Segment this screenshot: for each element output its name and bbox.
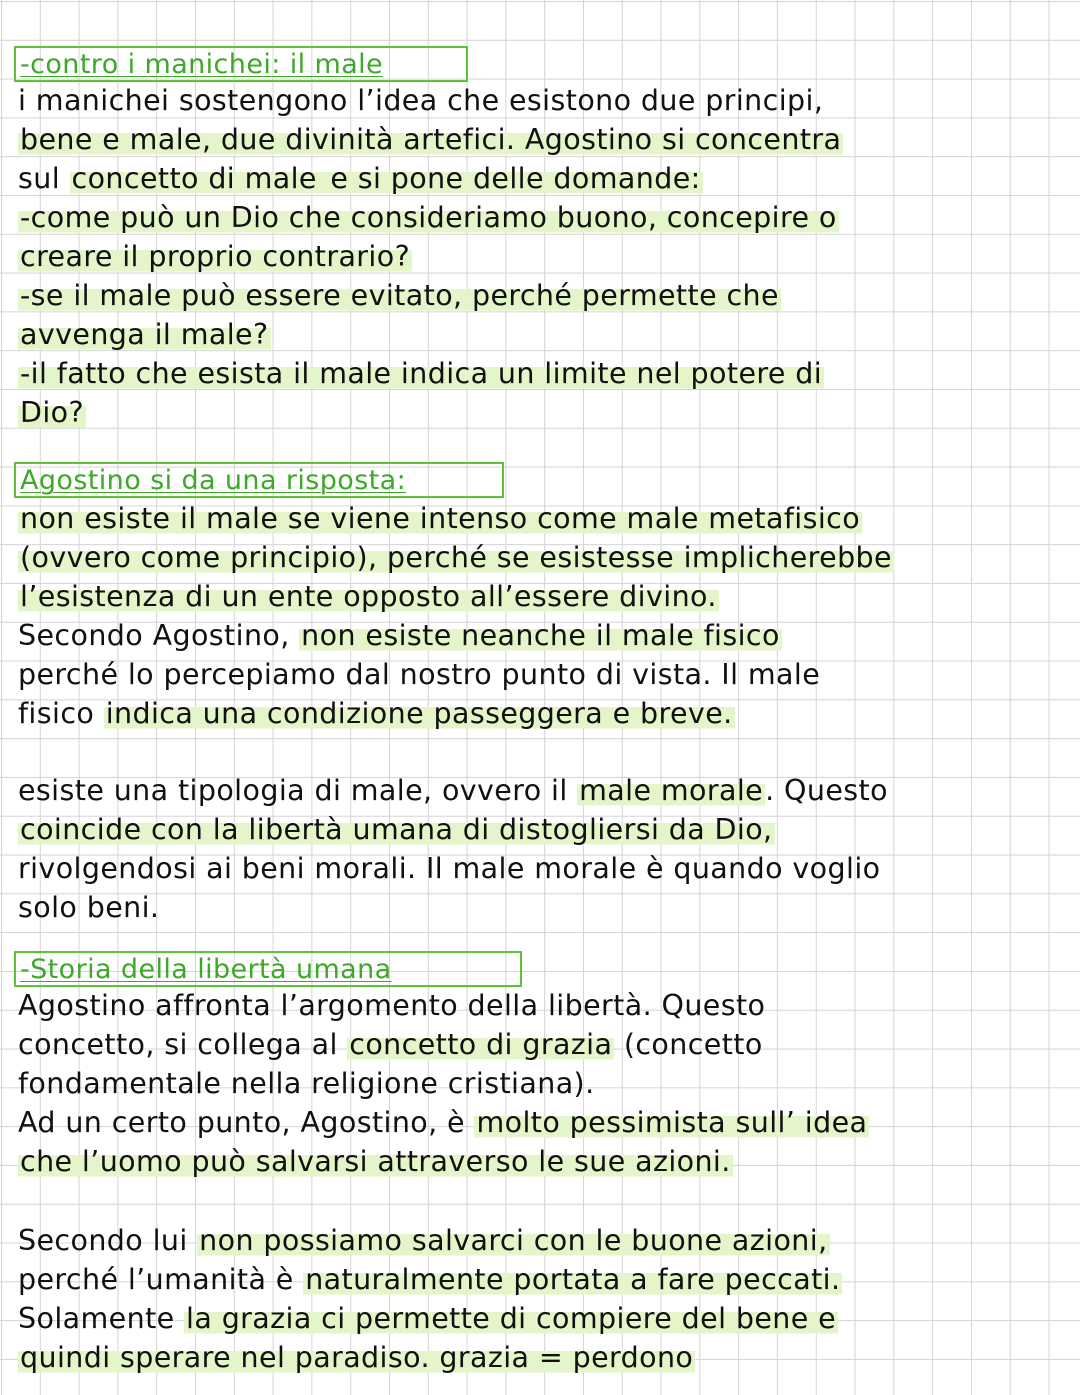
text-line: non esiste il male se viene intenso come male metafisico: [20, 502, 861, 535]
text-line: Agostino affronta l’argomento della libertà. Questo: [18, 989, 766, 1022]
text-line: coincide con la libertà umana di distogliersi da Dio,: [20, 813, 773, 846]
text-line: creare il proprio contrario?: [20, 240, 411, 273]
paragraph-male-morale: [18, 771, 1068, 927]
heading-agostino-risposta: Agostino si da una risposta:: [14, 462, 504, 498]
text-line: esiste una tipologia di male, ovvero il male morale. Questo: [18, 774, 888, 807]
text-line: avvenga il male?: [20, 318, 269, 351]
text-line: Dio?: [20, 396, 85, 429]
text-line: perché lo percepiamo dal nostro punto di vista. Il male: [18, 658, 821, 691]
heading-storia-liberta: -Storia della libertà umana: [14, 951, 522, 987]
text-line: fondamentale nella religione cristiana).: [18, 1067, 595, 1100]
text-line: Solamente la grazia ci permette di compiere del bene e: [18, 1302, 837, 1335]
text-line: fisico indica una condizione passeggera e breve.: [18, 697, 733, 730]
text-line: i manichei sostengono l’idea che esistono due principi,: [18, 84, 824, 117]
heading-contro-i-manichei: -contro i manichei: il male: [14, 46, 468, 82]
text-line: Ad un certo punto, Agostino, è molto pessimista sull’ idea: [18, 1106, 868, 1139]
text-line: bene e male, due divinità artefici. Agostino si concentra: [20, 123, 842, 156]
text-line: concetto, si collega al concetto di grazia (concetto: [18, 1028, 763, 1061]
text-line: Secondo Agostino, non esiste neanche il male fisico: [18, 619, 780, 652]
text-line: Secondo lui non possiamo salvarci con le buone azioni,: [18, 1224, 828, 1257]
text-line: quindi sperare nel paradiso. grazia = perdono: [20, 1341, 694, 1374]
text-line: solo beni.: [18, 891, 160, 924]
text-line: che l’uomo può salvarsi attraverso le sue azioni.: [20, 1145, 731, 1178]
text-line: l’esistenza di un ente opposto all’essere divino.: [20, 580, 717, 613]
text-line: rivolgendosi ai beni morali. Il male morale è quando voglio: [18, 852, 881, 885]
text-line: sul concetto di male e si pone delle domande:: [18, 162, 701, 195]
paragraph-grazia: [18, 1221, 1068, 1377]
text-line: -il fatto che esista il male indica un limite nel potere di: [20, 357, 823, 390]
paragraph-risposta: [18, 499, 1068, 733]
text-line: -se il male può essere evitato, perché permette che: [20, 279, 779, 312]
text-line: -come può un Dio che consideriamo buono, concepire o: [20, 201, 837, 234]
paragraph-manichei: [18, 81, 1068, 432]
text-line: perché l’umanità è naturalmente portata a fare peccati.: [18, 1263, 841, 1296]
text-line: (ovvero come principio), perché se esistesse implicherebbe: [20, 541, 892, 574]
paragraph-liberta: [18, 986, 1068, 1181]
